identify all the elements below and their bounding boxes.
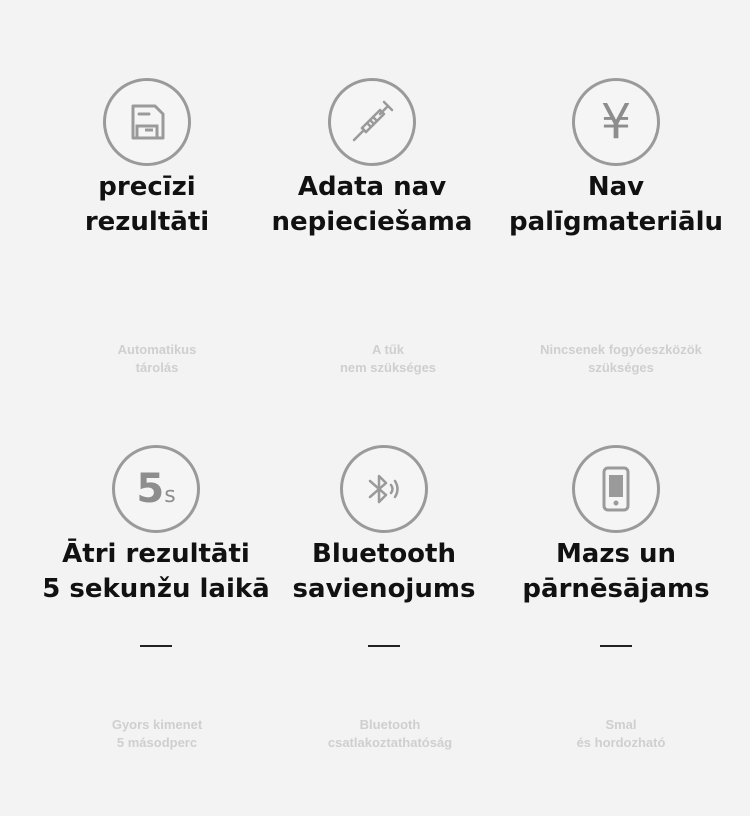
feature-subtitle: Nincsenek fogyóeszközök szükséges [540, 342, 702, 375]
divider-dash [600, 645, 632, 647]
divider-dash [368, 645, 400, 647]
yen-icon [572, 78, 660, 166]
feature-subtitle: A tűk nem szükséges [339, 342, 437, 375]
five-seconds-number: 5s [136, 466, 176, 512]
feature-small-portable [491, 445, 741, 647]
five-seconds-icon [112, 445, 200, 533]
feature-no-consumables [491, 78, 741, 240]
feature-bluetooth [259, 445, 509, 647]
feature-title: Adata nav nepieciešama [271, 172, 473, 237]
phone-icon [572, 445, 660, 533]
feature-title: Bluetooth savienojums [292, 539, 476, 604]
feature-no-needle [247, 78, 497, 240]
feature-title: Ātri rezultāti 5 sekunžu laikā [42, 539, 270, 604]
bluetooth-icon [340, 445, 428, 533]
feature-subtitle: Automatikus tárolás [117, 342, 197, 375]
yen-symbol: ¥ [600, 94, 632, 150]
feature-title: Nav palīgmateriālu [509, 172, 723, 237]
feature-subtitle: Gyors kimenet 5 másodperc [111, 717, 203, 750]
feature-subtitle: Bluetooth csatlakoztathatóság [327, 717, 453, 750]
syringe-icon [328, 78, 416, 166]
feature-fast-results [31, 445, 281, 647]
divider-dash [140, 645, 172, 647]
feature-subtitle: Smal és hordozható [576, 717, 666, 750]
feature-title: precīzi rezultāti [84, 172, 210, 237]
feature-accurate-results [22, 78, 272, 240]
storage-card-icon [103, 78, 191, 166]
feature-title: Mazs un pārnēsājams [522, 539, 710, 604]
